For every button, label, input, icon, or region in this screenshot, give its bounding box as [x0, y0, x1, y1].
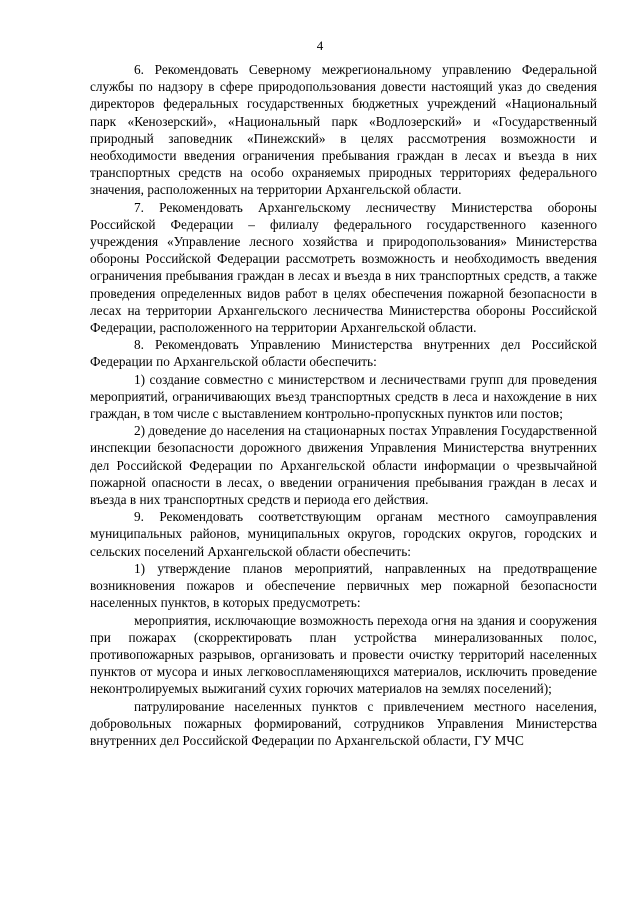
page-number: 4 — [316, 38, 324, 53]
paragraph-item-6: 6. Рекомендовать Северному межрегиональному управлению Федеральной службы по надзору в сфере природопользования довести настоящий указ до сведения директоров федеральных государственных бюджетных учреждений «Национальный парк «Кенозерский», «Национальный парк «Водлозерский» и «Государственный природный заповедник «Пинежский» в целях рассмотрения возможности и необходимости введения ограничения пребывания граждан в лесах и въезда в них транспортных средств на особо охраняемых природных территориях федерального значения, расположенных на территории Архангельской области. — [90, 62, 597, 198]
paragraph-patrolling: патрулирование населенных пунктов с привлечением местного населения, добровольных пожарных формирований, сотрудников Управления Министерства внутренних дел Российской Федерации по Архангельской области, ГУ МЧС — [90, 698, 597, 748]
paragraph-item-7: 7. Рекомендовать Архангельскому лесничеству Министерства обороны Российской Федерации – филиалу федерального государственного казенного учреждения «Управление лесного хозяйства и природопользования» Министерства обороны Российской Федерации рассмотреть возможность и необходимость введения ограничения пребывания граждан в лесах и въезда в них транспортных средств, а также проведения определенных видов работ в целях обеспечения пожарной безопасности в лесах на территории Архангельского лесничества Министерства обороны Российской Федерации, расположенного на территории Архангельской области. — [90, 199, 597, 336]
paragraph-item-9-subitem-1: 1) утверждение планов мероприятий, направленных на предотвращение возникновения пожаров и обеспечение первичных мер пожарной безопасности населенных пунктов, в которых предусмотреть: — [90, 560, 597, 611]
paragraph-item-8-subitem-2: 2) доведение до населения на стационарных постах Управления Государственной инспекции безопасности дорожного движения Управления Министерства внутренних дел Российской Федерации по Архангельской области информации о чрезвычайной пожарной опасности в лесах, о введении ограничения пребывания граждан в лесах и въезда в них транспортных средств и периода его действия. — [90, 423, 597, 508]
paragraph-item-8: 8. Рекомендовать Управлению Министерства внутренних дел Российской Федерации по Архангельской области обеспечить: — [90, 337, 597, 370]
paragraph-item-9: 9. Рекомендовать соответствующим органам местного самоуправления муниципальных районов, муниципальных округов, городских округов, городских и сельских поселений Архангельской области обеспечить: — [90, 509, 597, 559]
paragraph-item-8-subitem-1: 1) создание совместно с министерством и лесничествами групп для проведения мероприятий, ограничивающих въезд транспортных средств в леса и нахождение в них граждан, в том числе с выставлением контрольно-пропускных пунктов или постов; — [90, 371, 597, 422]
document-body — [90, 61, 597, 749]
paragraph-measures: мероприятия, исключающие возможность перехода огня на здания и сооружения при пожарах (скорректировать план устройства минерализованных полос, противопожарных разрывов, организовать и провести очистку территорий населенных пунктов от мусора и иных легковоспламеняющихся материалов, исключить проведение неконтролируемых выжиганий сухих горючих материалов на землях поселений); — [90, 612, 597, 697]
